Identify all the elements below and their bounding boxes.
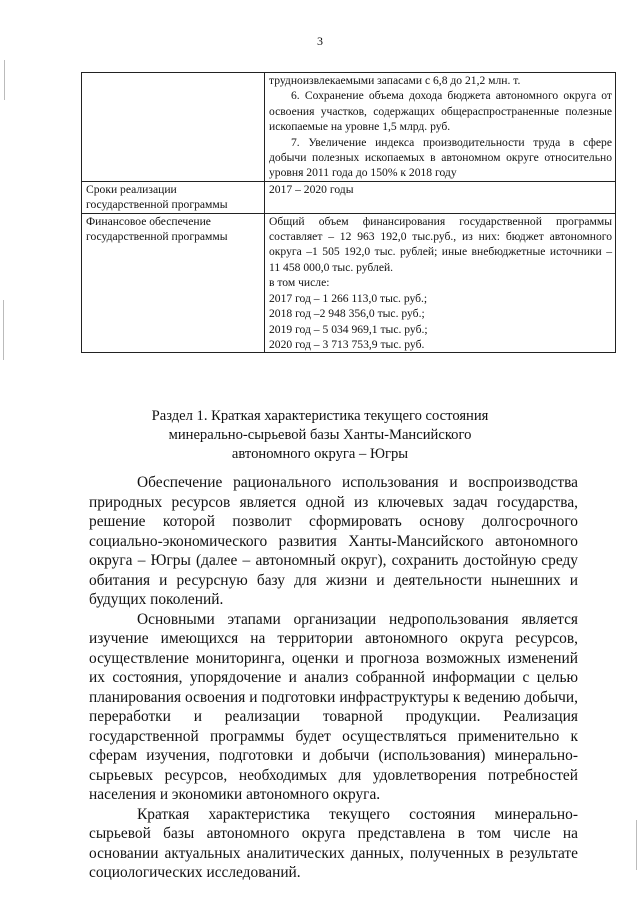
section-title-line: автономного округа – Югры	[231, 446, 409, 462]
result-paragraph: 7. Увеличение индекса производительности труда в сфере добычи полезных ископаемых в автономном округе относительно уровня 2011 года до 150% к 2018 году	[269, 135, 612, 180]
table-cell-value	[265, 73, 616, 182]
table-row	[82, 73, 616, 182]
body-paragraph: Краткая характеристика текущего состояния минерально-сырьевой базы автономного округа представлена в том числе на основании актуальных аналитических данных, полученных в результате социологических исследований.	[89, 805, 578, 881]
body-paragraph: Основными этапами организации недропользования является изучение имеющихся на территории автономного округа ресурсов, осуществление мониторинга, оценки и прогноза возможных изменений их состояния, упорядочение и анализ собранной информации с целью планирования освоения и подготовки инфраструктуры к ведению добычи, переработки и реализации товарной продукции. Реализация государственной программы будет осуществляться применительно к сферам изучения, подготовки и добычи (использования) минерально-сырьевых ресурсов, необходимых для удовлетворения потребностей населения и экономики автономного округа.	[89, 610, 578, 803]
section-title-line: минерально-сырьевой базы Ханты-Мансийского	[168, 427, 472, 443]
funding-line: 2019 год – 5 034 969,1 тыс. руб.;	[269, 322, 428, 336]
funding-line: 2018 год –2 948 356,0 тыс. руб.;	[269, 307, 425, 321]
table-cell-label	[82, 73, 265, 182]
funding-line: 2017 год – 1 266 113,0 тыс. руб.;	[269, 291, 428, 305]
funding-summary: Общий объем финансирования государственной программы составляет – 12 963 192,0 тыс.руб., из них: бюджет автономного округа –1 505 192,0 тыс. рублей; иные внебюджетные источники – 11 458 000,0 тыс. рублей.	[269, 214, 612, 274]
program-passport-table	[81, 72, 616, 353]
result-paragraph: трудноизвлекаемыми запасами с 6,8 до 21,2 млн. т.	[269, 74, 521, 87]
section-title-line: Раздел 1. Краткая характеристика текущего состояния	[151, 408, 489, 424]
funding-line: в том числе:	[269, 276, 330, 290]
table-cell-value	[265, 181, 616, 213]
scan-edge-mark	[4, 60, 5, 100]
body-paragraph: Обеспечение рационального использования и воспроизводства природных ресурсов является одной из ключевых задач государства, решение которой позволит сформировать основу долгосрочного социально-экономического развития Ханты-Мансийского автономного округа – Югры (далее – автономный округ), сохранить достойную среду обитания и ресурсную базу для жизни и деятельности нынешних и будущих поколений.	[89, 474, 578, 608]
table-row	[82, 181, 616, 213]
implementation-period: 2017 – 2020 годы	[269, 182, 354, 196]
table-cell-label	[82, 213, 265, 353]
row-label: Финансовое обеспечение государственной программы	[86, 214, 228, 244]
scan-edge-mark	[636, 820, 637, 870]
page-number: 3	[317, 34, 323, 48]
table-cell-value	[265, 213, 616, 353]
funding-line: 2020 год – 3 713 753,9 тыс. руб.	[269, 337, 425, 351]
scan-edge-mark	[3, 300, 4, 360]
body-text	[89, 473, 578, 883]
result-paragraph: 6. Сохранение объема дохода бюджета автономного округа от освоения участков, содержащих общераспространенные полезные ископаемые на уровне 1,5 млрд. руб.	[269, 89, 612, 134]
table-cell-label	[82, 181, 265, 213]
section-title	[0, 407, 640, 464]
table-row	[82, 213, 616, 353]
row-label: Сроки реализации государственной программы	[86, 182, 228, 212]
